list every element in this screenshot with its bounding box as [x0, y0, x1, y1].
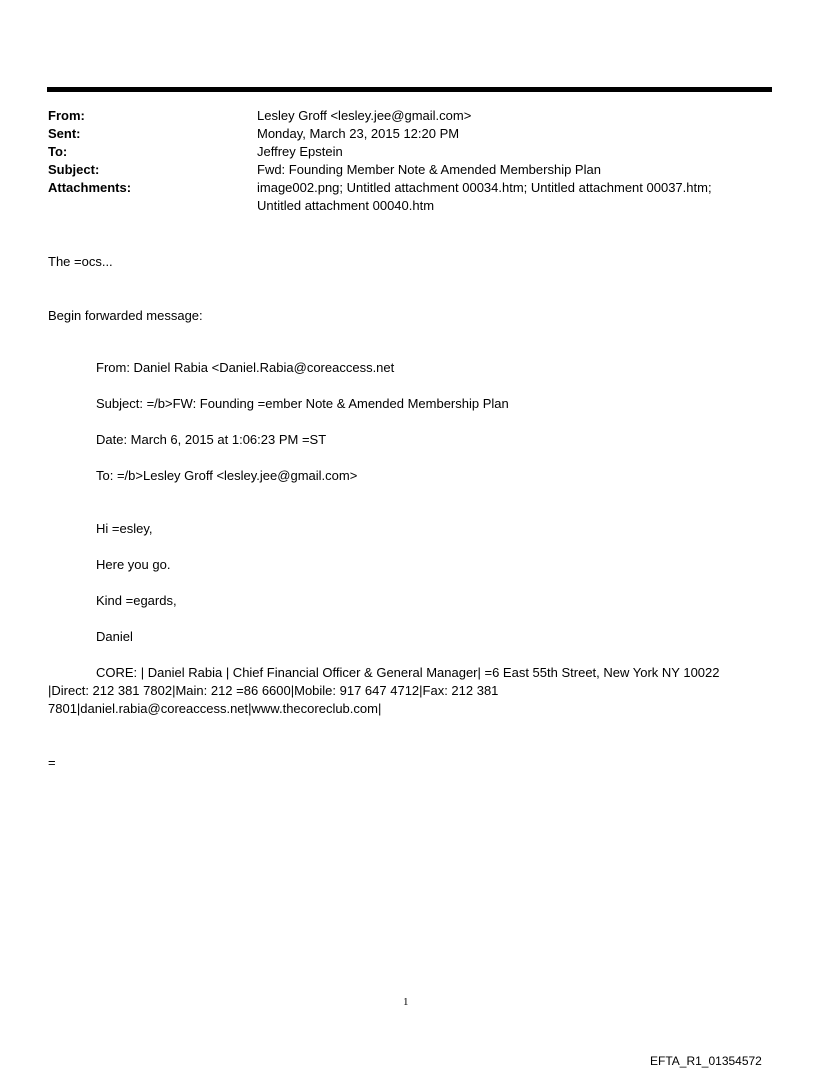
from-label: From:: [48, 108, 85, 123]
document-id: EFTA_R1_01354572: [650, 1054, 762, 1068]
signature-line-1: CORE: | Daniel Rabia | Chief Financial Officer & General Manager| =6 East 55th Street, New York NY 10022: [96, 665, 720, 680]
subject-value: Fwd: Founding Member Note & Amended Membership Plan: [257, 162, 601, 177]
sender-name: Daniel: [96, 629, 133, 644]
fwd-date: Date: March 6, 2015 at 1:06:23 PM =ST: [96, 432, 327, 447]
body-line-2: Kind =egards,: [96, 593, 177, 608]
attachments-label: Attachments:: [48, 180, 132, 195]
fwd-from: From: Daniel Rabia <Daniel.Rabia@coreaccess.net: [96, 360, 395, 375]
header-rule: [47, 87, 772, 92]
signature-line-3: 7801|daniel.rabia@coreaccess.net|www.thecoreclub.com|: [48, 701, 382, 716]
sent-value: Monday, March 23, 2015 12:20 PM: [257, 126, 460, 141]
subject-label: Subject:: [48, 162, 100, 177]
sent-label: Sent:: [48, 126, 81, 141]
body-line-1: Here you go.: [96, 557, 171, 572]
forwarded-heading: Begin forwarded message:: [48, 308, 203, 323]
to-value: Jeffrey Epstein: [257, 144, 343, 159]
page-number: 1: [403, 996, 409, 1008]
intro-text: The =ocs...: [48, 254, 113, 269]
to-label: To:: [48, 144, 68, 159]
fwd-to: To: =/b>Lesley Groff <lesley.jee@gmail.com>: [96, 468, 358, 483]
from-value: Lesley Groff <lesley.jee@gmail.com>: [257, 108, 472, 123]
trailing-equals: =: [48, 755, 56, 770]
greeting: Hi =esley,: [96, 521, 153, 536]
signature-line-2: |Direct: 212 381 7802|Main: 212 =86 6600|Mobile: 917 647 4712|Fax: 212 381: [48, 683, 499, 698]
attachments-line-1: image002.png; Untitled attachment 00034.htm; Untitled attachment 00037.htm;: [257, 180, 712, 195]
attachments-line-2: Untitled attachment 00040.htm: [257, 198, 435, 213]
fwd-subject: Subject: =/b>FW: Founding =ember Note & Amended Membership Plan: [96, 396, 509, 411]
